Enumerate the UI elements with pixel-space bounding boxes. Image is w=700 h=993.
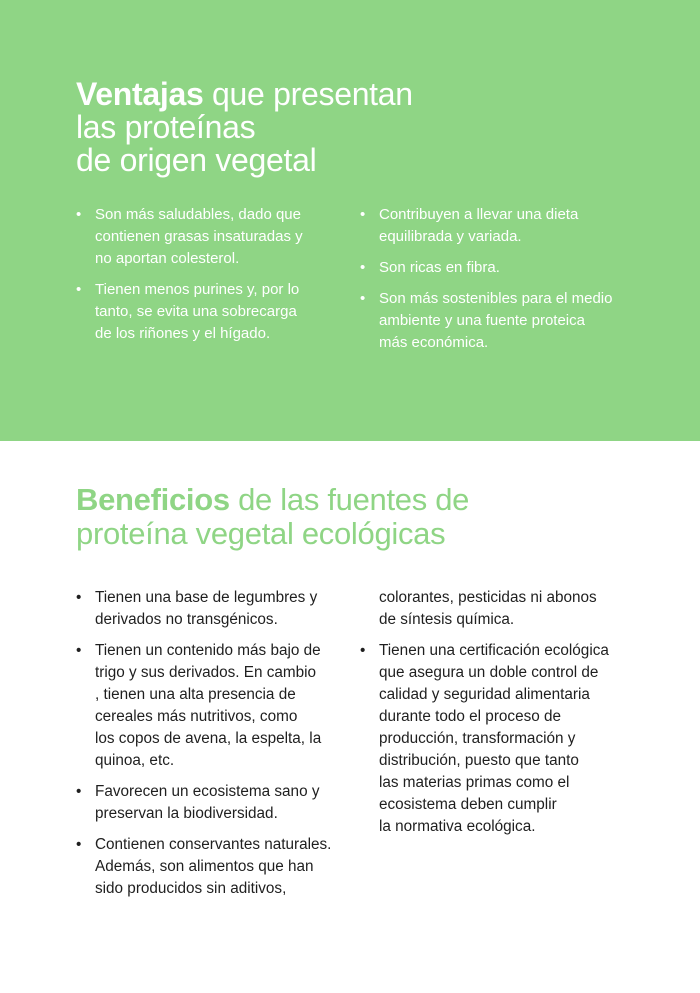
bullet-text-line: quinoa, etc. bbox=[95, 752, 175, 769]
bullet-text-line: Además, son alimentos que han bbox=[95, 858, 314, 875]
advantages-title bbox=[76, 78, 413, 177]
list-item bbox=[76, 279, 346, 345]
list-item bbox=[76, 834, 356, 900]
bullet-text-line: calidad y seguridad alimentaria bbox=[379, 686, 590, 703]
list-item bbox=[360, 257, 650, 279]
bullet-text-line: ambiente y una fuente proteica bbox=[379, 312, 585, 329]
bullet-text-line: cereales más nutritivos, como bbox=[95, 708, 298, 725]
benefits-title bbox=[76, 483, 469, 551]
bullet-text-line: tanto, se evita una sobrecarga bbox=[95, 303, 297, 320]
bullet-text-line: la normativa ecológica. bbox=[379, 818, 536, 835]
list-item bbox=[76, 640, 356, 772]
bullet-text-line: distribución, puesto que tanto bbox=[379, 752, 579, 769]
bullet-text-line: de síntesis química. bbox=[379, 611, 515, 628]
bullet-text-line: contienen grasas insaturadas y bbox=[95, 228, 303, 245]
bullet-text-line: • Favorecen un ecosistema sano y bbox=[95, 783, 320, 800]
bullet-text-line: producción, transformación y bbox=[379, 730, 576, 747]
bullet-text-line: • Tienen un contenido más bajo de bbox=[95, 642, 321, 659]
bullet-text-line: • Son más sostenibles para el medio bbox=[379, 290, 613, 307]
bullet-text-line: equilibrada y variada. bbox=[379, 228, 522, 245]
bullet-text-line: , tienen una alta presencia de bbox=[95, 686, 296, 703]
benefits-title-line-1 bbox=[76, 483, 469, 517]
list-item bbox=[76, 781, 356, 825]
bullet-text-line: • Son más saludables, dado que bbox=[95, 206, 301, 223]
bullet-text-line: ecosistema deben cumplir bbox=[379, 796, 557, 813]
bullet-text-line: de los riñones y el hígado. bbox=[95, 325, 271, 342]
bullet-text-line: • Contienen conservantes naturales. bbox=[95, 836, 332, 853]
bullet-text-line: • Tienen una certificación ecológica bbox=[379, 642, 609, 659]
bullet-text-line: durante todo el proceso de bbox=[379, 708, 561, 725]
bullet-text-line: derivados no transgénicos. bbox=[95, 611, 278, 628]
benefits-list-left bbox=[76, 587, 356, 909]
bullet-text-line: sido producidos sin aditivos, bbox=[95, 880, 287, 897]
advantages-title-bold: Ventajas bbox=[76, 76, 204, 112]
bullet-text-line: • Contribuyen a llevar una dieta bbox=[379, 206, 579, 223]
bullet-text-line: que asegura un doble control de bbox=[379, 664, 599, 681]
list-item bbox=[76, 587, 356, 631]
bullet-text-line: trigo y sus derivados. En cambio bbox=[95, 664, 317, 681]
advantages-list-right bbox=[360, 204, 650, 363]
bullet-text-line: • Tienen una base de legumbres y bbox=[95, 589, 318, 606]
advantages-list-left bbox=[76, 204, 346, 354]
advantages-title-line-2: las proteínas bbox=[76, 109, 256, 145]
list-item-continuation bbox=[360, 587, 650, 631]
bullet-text-line: los copos de avena, la espelta, la bbox=[95, 730, 322, 747]
bullet-text-line: las materias primas como el bbox=[379, 774, 570, 791]
benefits-list-right bbox=[360, 587, 650, 847]
list-item bbox=[360, 204, 650, 248]
advantages-title-line-3: de origen vegetal bbox=[76, 142, 317, 178]
bullet-text-line: • Tienen menos purines y, por lo bbox=[95, 281, 300, 298]
benefits-title-bold: Beneficios bbox=[76, 482, 230, 517]
bullet-text-line: preservan la biodiversidad. bbox=[95, 805, 278, 822]
bullet-text-line: más económica. bbox=[379, 334, 489, 351]
list-item bbox=[360, 640, 650, 838]
advantages-title-rest: que presentan bbox=[203, 76, 413, 112]
list-item bbox=[76, 204, 346, 270]
benefits-title-line-2: proteína vegetal ecológicas bbox=[76, 516, 446, 551]
benefits-title-rest: de las fuentes de bbox=[229, 482, 470, 517]
list-item bbox=[360, 288, 650, 354]
bullet-text-line: • Son ricas en fibra. bbox=[379, 259, 500, 276]
bullet-text-line: colorantes, pesticidas ni abonos bbox=[379, 589, 597, 606]
bullet-text-line: no aportan colesterol. bbox=[95, 250, 240, 267]
advantages-title-line-1 bbox=[76, 78, 413, 111]
